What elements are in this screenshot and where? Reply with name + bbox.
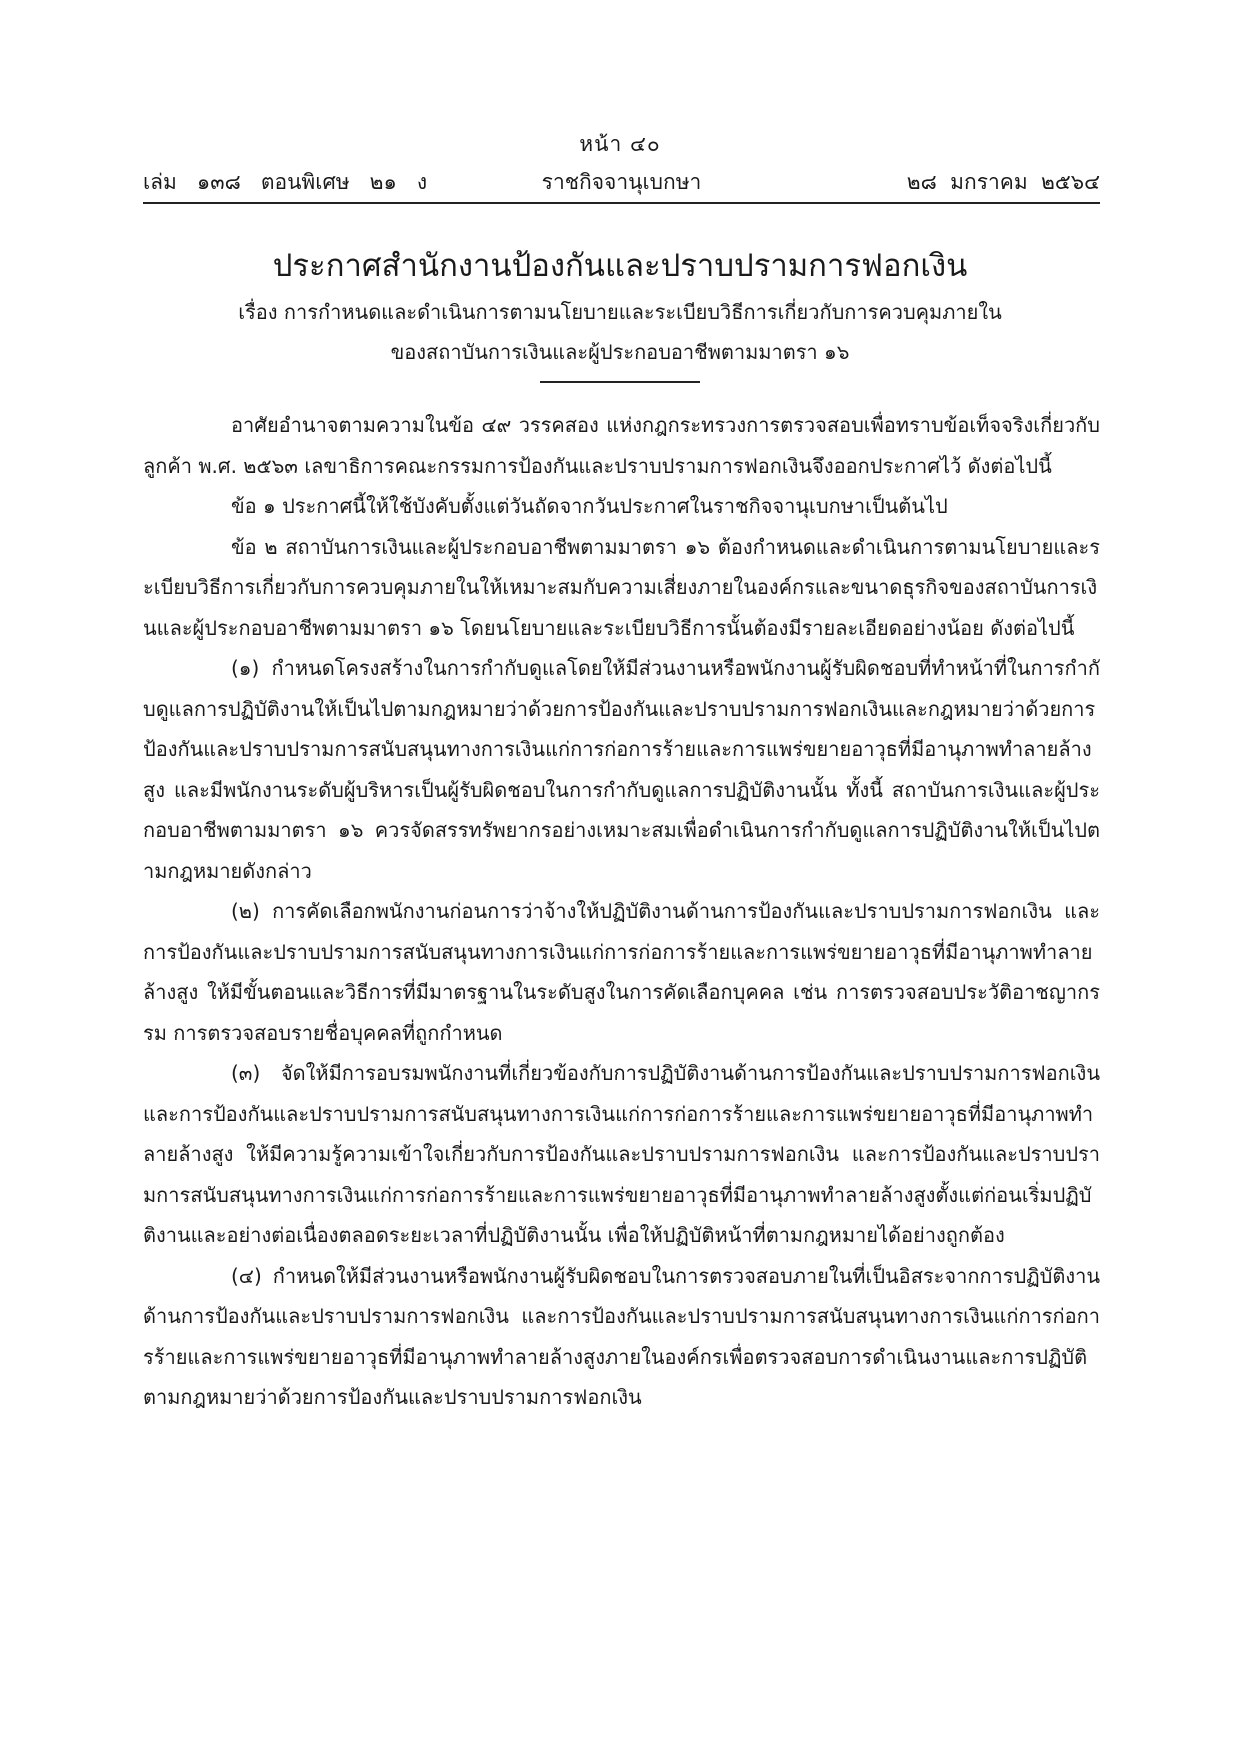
document-title: ประกาศสำนักงานป้องกันและปราบปรามการฟอกเงิน [272, 248, 968, 284]
page-number: หน้า ๔๐ [579, 132, 661, 156]
clause-2-item-3: (๓) จัดให้มีการอบรมพนักงานที่เกี่ยวข้องกับการปฏิบัติงานด้านการป้องกันและปราบปรามการฟอกเงิน และการป้องกันและปราบปรามการสนับสนุนทางการเงินแก่การก่อการร้ายและการแพร่ขยายอาวุธที่มีอานุภาพทำลายล้างสูง ให้มีความรู้ความเข้าใจเกี่ยวกับการป้องกันและปราบปรามการฟอกเงิน และการป้องกันและปราบปรามการสนับสนุนทางการเงินแก่การก่อการร้ายและการแพร่ขยายอาวุธที่มีอานุภาพทำลายล้างสูงตั้งแต่ก่อนเริ่มปฏิบัติงานและอย่างต่อเนื่องตลอดระยะเวลาที่ปฏิบัติงานนั้น เพื่อให้ปฏิบัติหน้าที่ตามกฎหมายได้อย่างถูกต้อง [143, 1061, 1100, 1247]
document-subject [0, 292, 1240, 372]
subject-line-2: ของสถาบันการเงินและผู้ประกอบอาชีพตามมาตรา ๑๖ [390, 340, 850, 364]
preamble-paragraph: อาศัยอำนาจตามความในข้อ ๔๙ วรรคสอง แห่งกฎกระทรวงการตรวจสอบเพื่อทราบข้อเท็จจริงเกี่ยวกับลูกค้า พ.ศ. ๒๕๖๓ เลขาธิการคณะกรรมการป้องกันและปราบปรามการฟอกเงินจึงออกประกาศไว้ ดังต่อไปนี้ [143, 413, 1100, 478]
running-header [143, 166, 1100, 196]
title-divider [540, 381, 700, 383]
clause-2-item-2: (๒) การคัดเลือกพนักงานก่อนการว่าจ้างให้ปฏิบัติงานด้านการป้องกันและปราบปรามการฟอกเงิน และการป้องกันและปราบปรามการสนับสนุนทางการเงินแก่การก่อการร้ายและการแพร่ขยายอาวุธที่มีอานุภาพทำลายล้างสูง ให้มีขั้นตอนและวิธีการที่มีมาตรฐานในระดับสูงในการคัดเลือกบุคคล เช่น การตรวจสอบประวัติอาชญากรรม การตรวจสอบรายชื่อบุคคลที่ถูกกำหนด [143, 899, 1100, 1045]
clause-1: ข้อ ๑ ประกาศนี้ให้ใช้บังคับตั้งแต่วันถัดจากวันประกาศในราชกิจจานุเบกษาเป็นต้นไป [231, 494, 948, 518]
clause-2-item-1: (๑) กำหนดโครงสร้างในการกำกับดูแลโดยให้มีส่วนงานหรือพนักงานผู้รับผิดชอบที่ทำหน้าที่ในการกำกับดูแลการปฏิบัติงานให้เป็นไปตามกฎหมายว่าด้วยการป้องกันและปราบปรามการฟอกเงินและกฎหมายว่าด้วยการป้องกันและปราบปรามการสนับสนุนทางการเงินแก่การก่อการร้ายและการแพร่ขยายอาวุธที่มีอานุภาพทำลายล้างสูง และมีพนักงานระดับผู้บริหารเป็นผู้รับผิดชอบในการกำกับดูแลการปฏิบัติงานนั้น ทั้งนี้ สถาบันการเงินและผู้ประกอบอาชีพตามมาตรา ๑๖ ควรจัดสรรทรัพยากรอย่างเหมาะสมเพื่อดำเนินการกำกับดูแลการปฏิบัติงานให้เป็นไปตามกฎหมายดังกล่าว [143, 656, 1100, 883]
volume-info: เล่ม ๑๓๘ ตอนพิเศษ ๒๑ ง [143, 170, 428, 194]
header-divider [143, 202, 1100, 204]
clause-2: ข้อ ๒ สถาบันการเงินและผู้ประกอบอาชีพตามมาตรา ๑๖ ต้องกำหนดและดำเนินการตามนโยบายและระเบียบวิธีการเกี่ยวกับการควบคุมภายในให้เหมาะสมกับความเสี่ยงภายในองค์กรและขนาดธุรกิจของสถาบันการเงินและผู้ประกอบอาชีพตามมาตรา ๑๖ โดยนโยบายและระเบียบวิธีการนั้นต้องมีรายละเอียดอย่างน้อย ดังต่อไปนี้ [143, 534, 1100, 640]
document-body [143, 405, 1100, 1418]
issue-date: ๒๘ มกราคม ๒๕๖๔ [906, 170, 1100, 194]
clause-2-item-4: (๔) กำหนดให้มีส่วนงานหรือพนักงานผู้รับผิดชอบในการตรวจสอบภายในที่เป็นอิสระจากการปฏิบัติงานด้านการป้องกันและปราบปรามการฟอกเงิน และการป้องกันและปราบปรามการสนับสนุนทางการเงินแก่การก่อการร้ายและการแพร่ขยายอาวุธที่มีอานุภาพทำลายล้างสูงภายในองค์กรเพื่อตรวจสอบการดำเนินงานและการปฏิบัติตามกฎหมายว่าด้วยการป้องกันและปราบปรามการฟอกเงิน [143, 1263, 1100, 1409]
subject-line-1: เรื่อง การกำหนดและดำเนินการตามนโยบายและระเบียบวิธีการเกี่ยวกับการควบคุมภายใน [238, 300, 1002, 324]
gazette-name: ราชกิจจานุเบกษา [541, 170, 702, 194]
